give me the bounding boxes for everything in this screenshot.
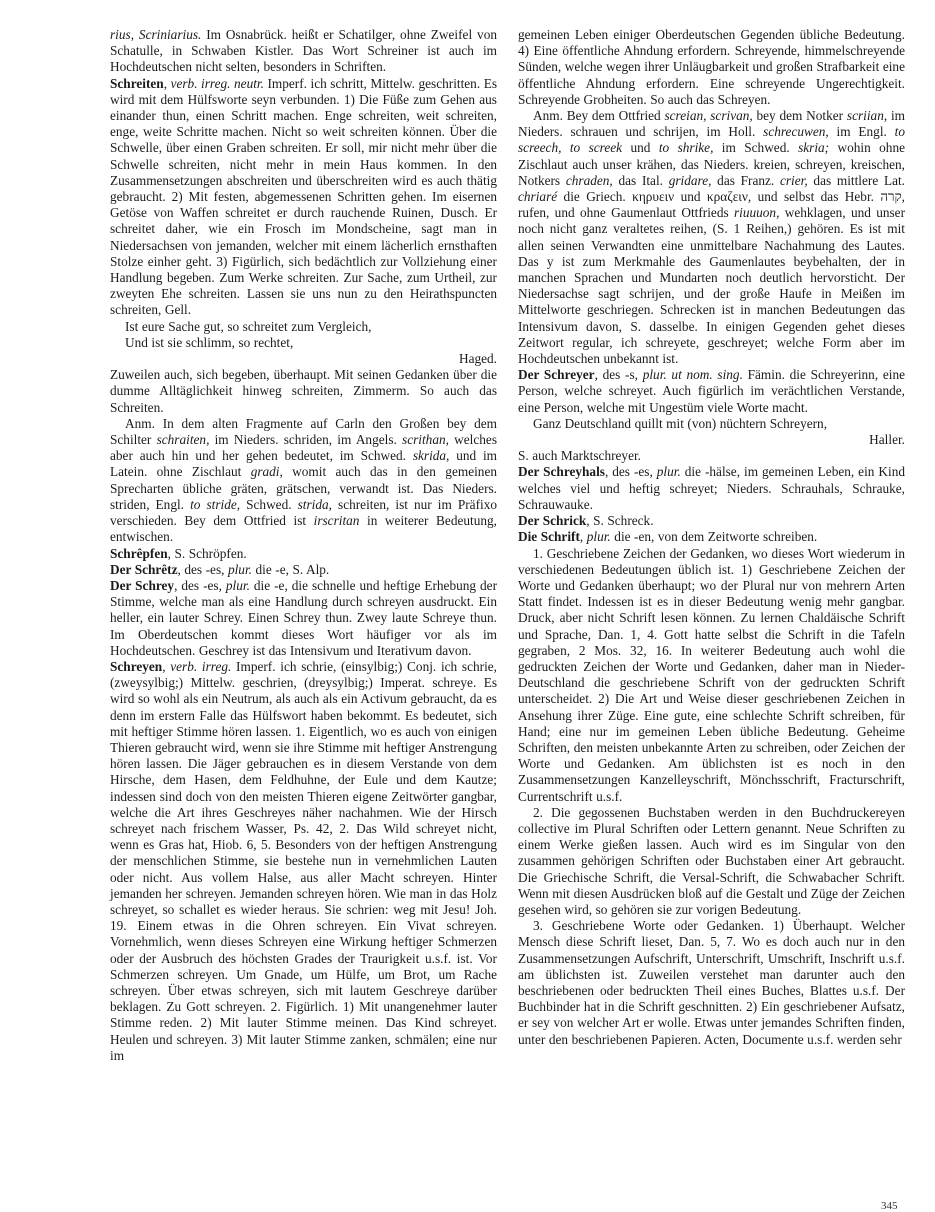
- entry-headword: Schreyen: [110, 658, 163, 674]
- body-text: wohin ohne Zischlaut auch unser krähen, das Nieders. kreien, schreyen, kreischen, Notkers: [518, 140, 906, 188]
- body-text: im Schwed.: [713, 140, 799, 156]
- italic-text: riuuuon,: [733, 205, 780, 221]
- italic-text: gridare,: [668, 172, 712, 188]
- italic-text: scriian,: [846, 108, 888, 124]
- body-text: womit auch das in den gemeinen Sprecharten übliche gräten, grätschen, verwandt ist. Das Nieders. striden, Engl.: [110, 464, 497, 512]
- body-text: welches aber auch hin und her gehen bedeutet, im Schwed.: [110, 432, 497, 464]
- italic-text: to shrike,: [658, 140, 714, 156]
- entry-headword: Schrêpfen: [110, 545, 168, 561]
- body-text: wehklagen, und unser noch nicht ganz veraltetes reihen, (S. 1 Reihen,) gehören. Es ist mit allen seinen Verwandten eine unmittelbare Nachahmung des Lautes. Das y ist zum Merkmahle des Gaumenlautes beybehalten, der in manchen Sprachen und Mundarten noch deutlich hervorsticht. Der Niedersachse sagt schrijen, und der große Haufe in Meißen im Mittelworte geschriegen. Schrecken ist in manchen Bedeutungen das Intensivum davon, S. dasselbe. In einigen Gegenden gehet dieses Zeitwort regular, ich schreyete, geschreyet; welche Form aber im Hochdeutschen unbekannt ist.: [518, 205, 905, 367]
- italic-text: plur. ut nom. sing.: [642, 367, 743, 383]
- right-column: [518, 27, 905, 1048]
- body-text: ,: [163, 75, 171, 91]
- paragraph: [110, 351, 497, 367]
- body-text: ,: [579, 529, 587, 545]
- paragraph: [110, 319, 497, 335]
- italic-text: scrithan,: [402, 432, 449, 448]
- italic-text: verb. irreg.: [170, 658, 232, 674]
- paragraph: [518, 432, 905, 448]
- body-text: im Engl.: [828, 124, 895, 140]
- body-text: schreiten, ist nur im Präfixo verschieden. Bey dem Ottfried ist: [110, 496, 497, 529]
- entry-headword: Der Schrêtz: [110, 561, 178, 577]
- body-text: im Nieders. schriden, im Angels.: [209, 432, 403, 448]
- entry-headword: Schreiten: [110, 75, 164, 91]
- paragraph: [518, 416, 905, 432]
- italic-text: plur.: [227, 561, 252, 577]
- body-text: 2. Die gegossenen Buchstaben werden in den Buchdruckereyen collective im Plural Schriften oder Lettern genannt. Neue Schriften zu einem Werke gießen lassen. Auch wird es im Singular von den zusammen gehörigen Schriften oder Buchstaben einer Art gebraucht. Die Griechische Schrift, die Versal-Schrift, die Schwabacher Schrift. Wenn mit diesen Ausdrücken bloß auf die Gestalt und Züge der Zeichen gesehen wird, so gehören sie zur vorigen Bedeutung.: [518, 804, 905, 917]
- paragraph: [518, 448, 905, 464]
- body-text: Anm. In dem alten Fragmente auf Carln den Großen bey dem Schilter: [110, 415, 497, 448]
- italic-text: chriaré: [518, 189, 558, 205]
- paragraph: [110, 335, 497, 351]
- body-text: 3. Geschriebene Worte oder Gedanken. 1) Überhaupt. Welcher Mensch diese Schrift lieset, Dan. 5, 7. Wo es doch auch nur in den Zusammensetzungen Aufschrift, Unterschrift, Umschrift, Inschrift u.s.f. am üblichsten ist. Zuweilen verstehet man darunter auch den beschriebenen oder bedruckten Theil eines Buches, Blattes u.s.f. Der Buchbinder hat in die Schrift geschnitten. 2) Ein geschriebener Aufsatz, er sey von welcher Art er wolle. Etwas unter jemandes Schriften finden, unter den beschriebenen Papieren. Acten, Documente u.s.f. werden sehr: [518, 918, 905, 1047]
- body-text: , des -es,: [604, 464, 657, 480]
- body-text: die Griech. κηρυειν und κραζειν, und selbst das Hebr. קרה, rufen, und ohne Gaumenlaut Ottfrieds: [518, 189, 905, 221]
- body-text: und im Latein. ohne Zischlaut: [110, 448, 498, 480]
- italic-text: to stride,: [190, 496, 241, 512]
- paragraph: [518, 529, 905, 545]
- entry-headword: Der Schrey: [110, 577, 175, 593]
- paragraph: [518, 918, 905, 1048]
- body-text: das Franz.: [711, 172, 780, 188]
- paragraph: [110, 659, 497, 1064]
- body-text: Haged.: [458, 351, 497, 367]
- body-text: Zuweilen auch, sich begeben, überhaupt. Mit seinen Gedanken über die dumme Alltäglichkeit hinweg schreiten, Zimmerm. So auch das Schreiten.: [110, 367, 497, 415]
- entry-headword: Der Schreyer: [518, 367, 595, 383]
- body-text: die -e, die schnelle und heftige Erhebung der Stimme, welche man als eine Handlung durch schreyen ausdruckt. Ein heller, ein lauter Schrey. Einen Schrey thun. Zwey laute Schreye thun. Im Oberdeutschen kommt dieses Wort häufiger vor als im Hochdeutschen. Geschrey ist das Intensivum und Iterativum davon.: [110, 577, 498, 658]
- italic-text: schraiten,: [156, 432, 210, 448]
- body-text: , des -s,: [594, 367, 643, 383]
- body-text: und: [622, 140, 659, 156]
- italic-text: plur.: [586, 529, 611, 545]
- paragraph: [518, 805, 905, 918]
- entry-headword: Der Schreyhals: [518, 464, 605, 480]
- page-number: 345: [881, 1200, 898, 1212]
- body-text: Ganz Deutschland quillt mit (von) nüchtern Schreyern,: [533, 415, 828, 431]
- body-text: Imperf. ich schrie, (einsylbig;) Conj. ich schrie, (zweysylbig;) Mittelw. geschrien, (dreysylbig;) Imperat. schreye. Es wird so wohl als ein Neutrum, als auch als ein Activum gebraucht, da es denn im erstern Falle das Hülfswort haben bekommt. Es bedeutet, sich mit heftiger Stimme hören lassen. 1. Eigentlich, wo es auch von einigen Thieren gebraucht wird, wenn sie ihre Stimme mit heftiger Anstrengung hören lassen. Die Jäger gebrauchen es in diesem Verstande von dem Hirsche, dem Hasen, dem Feldhuhne, der Eule und dem Kautze; indessen sind doch von den meisten Thieren eigene Zeitwörter gangbar, welche die Art ihres Geschreyes näher nachahmen. Wie der Hirsch schreyet nach frischem Wasser, Ps. 42, 2. Das Wild schreyet nicht, wenn es Gras hat, Hiob. 6, 5. Besonders von der heftigen Anstrengung der menschlichen Stimme, sie bestehe nun in vernehmlichen Lauten oder nicht. Aus vollem Halse, aus aller Macht schreyen. Hinter jemanden her schreyen. Jemanden schreyen hören. Wie man in das Holz schreyet, so schallet es wieder heraus. Sie schrien: weg mit Jesu! Joh. 19. Einem etwas in die Ohren schreyen. Ein Vivat schreyen. Vornehmlich, wenn dieses Schreyen eine Wirkung heftiger Schmerzen oder der Ausbruch des höchsten Grades der Traurigkeit u.s.f. ist. Vor Schmerzen schreyen. Um Gnade, um Hülfe, um Brot, um Rache schreyen. Über etwas schreyen, sich mit lautem Geschreye darüber beklagen. Zu Gott schreyen. 2. Figürlich. 1) Mit unangenehmer lauter Stimme reden. 2) Mit lauter Stimme meinen. Das Kind schreyet. Heulen und schreyen. 3) Mit lauter Stimme zanken, schmälen; eine nur im: [110, 658, 497, 1063]
- italic-text: plur.: [225, 577, 250, 593]
- body-text: Und ist sie schlimm, so rechtet,: [125, 334, 294, 350]
- body-text: 1. Geschriebene Zeichen der Gedanken, wo dieses Wort wiederum in verschiedenen Bedeutungen üblich ist. 1) Geschriebene Zeichen der Worte und Gedanken überhaupt; wo der Plural nur von mehrern Arten Statt findet. Indessen ist es in dieser Bedeutung wenig mehr gangbar. Druck, aber nicht Schrift lesen können. Zu lernen Chaldäische Schrift und Sprache, Dan. 1, 4. Gott hatte selbst die Schrift in die Tafeln gegraben, 2 Mos. 32, 16. In weiterer Bedeutung auch wohl die gedruckten Zeichen der Worte und Gedanken, daher man in Nieder-Deutschland die geschriebene Schrift von der gedruckten Schrift unterscheidet. 2) Die Art und Weise dieser geschriebenen Zeichen in Ansehung ihrer Züge. Eine gute, eine schlechte Schrift schreiben, für Hand; eine nur im gemeinen Leben übliche Bedeutung. Geheime Schriften, den meisten unbekannte Arten zu schreiben, oder Zeichen der Worte und Gedanken. Am üblichsten ist es noch in den Zusammensetzungen Kanzelleyschrift, Mönchsschrift, Fracturschrift, Currentschrift u.s.f.: [518, 545, 905, 804]
- left-column: [110, 27, 497, 1064]
- body-text: Ist eure Sache gut, so schreitet zum Vergleich,: [125, 318, 372, 334]
- italic-text: crier,: [779, 172, 808, 188]
- italic-text: skrida,: [412, 448, 450, 464]
- paragraph: [518, 513, 905, 529]
- italic-text: gradi,: [250, 464, 283, 480]
- body-text: , S. Schreck.: [586, 513, 654, 529]
- entry-headword: Die Schrift: [518, 529, 580, 545]
- body-text: , des -es,: [177, 561, 228, 577]
- body-text: , S. Schröpfen.: [167, 545, 247, 561]
- italic-text: strida,: [297, 496, 332, 512]
- body-text: bey dem Notker: [752, 108, 847, 124]
- body-text: gemeinen Leben einiger Oberdeutschen Gegenden übliche Bedeutung. 4) Eine öffentliche Ahndung erfordern. Schreyende, himmelschreyende Sünden, welche wegen ihrer Unläugbarkeit und großen Strafbarkeit eine öffentliche Ahndung erfordern. Eine schreyende Ungerechtigkeit. Schreyende Grobheiten. So auch das Schreyen.: [518, 27, 905, 107]
- body-text: Schwed.: [240, 496, 298, 512]
- paragraph: [110, 416, 497, 546]
- body-text: die -en, von dem Zeitworte schreiben.: [610, 529, 818, 545]
- body-text: die -hälse, im gemeinen Leben, ein Kind welches viel und heftig schreyet; Nieders. Schrauhals, Schrauke, Schrauwauke.: [518, 464, 905, 512]
- body-text: S. auch Marktschreyer.: [518, 448, 641, 464]
- italic-text: screian, scrivan,: [664, 108, 753, 124]
- body-text: , des -es,: [174, 577, 226, 593]
- paragraph: [110, 578, 497, 659]
- body-text: Im Osnabrück. heißt er Schatilger, ohne Zweifel von Schatulle, in Schwaben Kistler. Das Wort Schreiner ist auch im Hochdeutschen nicht selten, besonders in Schriften.: [110, 27, 497, 75]
- entry-headword: Der Schrick: [518, 513, 587, 529]
- body-text: Anm. Bey dem Ottfried: [533, 108, 665, 124]
- italic-text: schrecuwen,: [763, 124, 829, 140]
- italic-text: plur.: [656, 464, 681, 480]
- body-text: Haller.: [869, 432, 905, 448]
- paragraph: [518, 108, 905, 367]
- paragraph: [110, 27, 497, 76]
- paragraph: [110, 562, 497, 578]
- paragraph: [110, 367, 497, 416]
- paragraph: [110, 546, 497, 562]
- italic-text: verb. irreg. neutr.: [170, 75, 264, 91]
- italic-text: rius, Scriniarius.: [110, 27, 202, 42]
- italic-text: irscritan: [313, 513, 360, 529]
- body-text: das mittlere Lat.: [807, 172, 906, 188]
- italic-text: skria;: [798, 140, 830, 156]
- body-text: die -e, S. Alp.: [252, 561, 330, 577]
- body-text: ,: [162, 658, 171, 674]
- body-text: im Nieders. schrauen und schrijen, im Holl.: [518, 108, 905, 140]
- body-text: Imperf. ich schritt, Mittelw. geschritten. Es wird mit dem Hülfsworte seyn verbunden. 1) Die Füße zum Gehen aus einander thun, einen Schritt machen. Enge schreiten, weit schreiten, enge, weite Schritte machen. Nicht so weit schreiten können. Über die Schwelle, über einen Graben schreiten. Er soll, mir nicht mehr über die Schwelle schreiten, nicht mehr in mein Haus kommen. In den Zusammensetzungen abschreiten und überschreiten wird es auch thätig gebraucht. 2) Mit festen, abgemessenen Schritten gehen. Im eisernen Getöse von Waffen schreitet er durch rauchende Ruinen, Dusch. Er schreitet daher, wie ein Frosch im Mondscheine, sagt man in Niedersachsen von jemanden, welcher mit einem lächerlich ernsthaften Stolze einher geht. 3) Figürlich, sich bedächtlich zur Vollziehung einer Handlung begeben. Zum Werke schreiten. Zur Sache, zum Urtheil, zur zweyten Ehe schreiten. Lassen sie uns nun zu den Heirathspuncten schreiten, Gell.: [110, 75, 497, 318]
- italic-text: to screech, to screek: [518, 124, 905, 156]
- body-text: in weiterer Bedeutung, entwischen.: [110, 513, 497, 545]
- italic-text: chraden,: [565, 172, 613, 188]
- body-text: das Ital.: [612, 172, 669, 188]
- paragraph: [110, 76, 497, 319]
- paragraph: [518, 27, 905, 108]
- paragraph: [518, 546, 905, 805]
- paragraph: [518, 367, 905, 416]
- paragraph: [518, 464, 905, 513]
- body-text: Fämin. die Schreyerinn, eine Person, welche schreyet. Auch figürlich im verächtlichen Verstande, eine Person, welche mit Ungestüm viele Worte macht.: [518, 367, 905, 415]
